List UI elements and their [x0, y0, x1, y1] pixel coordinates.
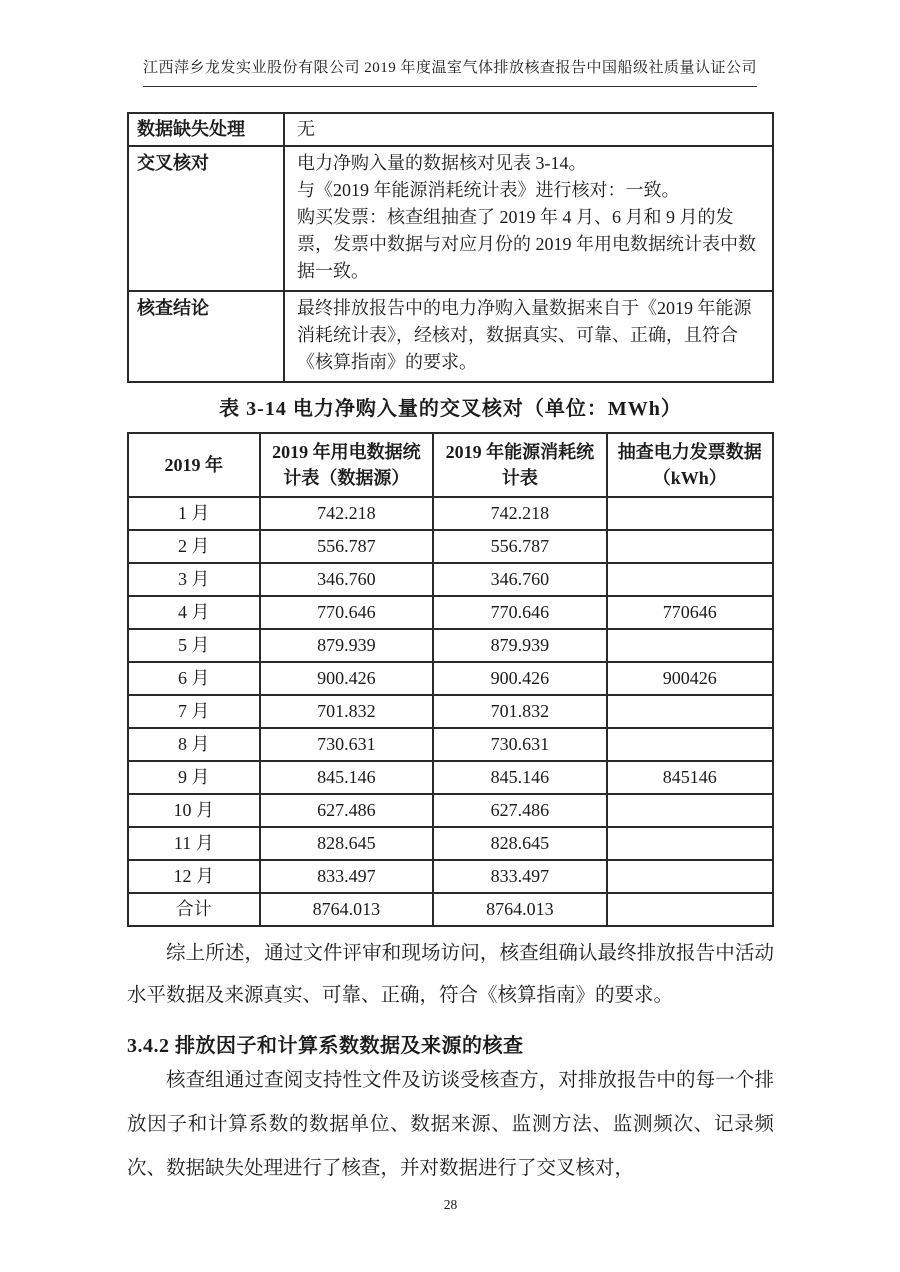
energy-data-cell: 556.787	[433, 530, 607, 563]
column-header: 2019 年用电数据统计表（数据源）	[260, 433, 434, 497]
invoice-data-cell	[607, 563, 773, 596]
invoice-data-cell	[607, 695, 773, 728]
value-line: 电力净购入量的数据核对见表 3-14。	[297, 153, 587, 173]
month-cell: 9 月	[128, 761, 260, 794]
power-data-cell: 742.218	[260, 497, 434, 530]
invoice-data-cell	[607, 497, 773, 530]
invoice-data-cell	[607, 629, 773, 662]
body-paragraph: 核查组通过查阅支持性文件及访谈受核查方，对排放报告中的每一个排放因子和计算系数的数据单位、数据来源、监测方法、监测频次、记录频次、数据缺失处理进行了核查，并对数据进行了交叉核对，	[127, 1070, 774, 1179]
verification-info-table	[127, 112, 774, 383]
page-number: 28	[443, 1197, 458, 1212]
power-data-cell: 556.787	[260, 530, 434, 563]
electricity-table-body	[128, 497, 773, 926]
power-data-cell: 627.486	[260, 794, 434, 827]
energy-data-cell: 8764.013	[433, 893, 607, 926]
value-line: 无	[297, 119, 315, 139]
table-row	[128, 860, 773, 893]
power-data-cell: 701.832	[260, 695, 434, 728]
energy-data-cell: 828.645	[433, 827, 607, 860]
invoice-data-cell	[607, 794, 773, 827]
power-data-cell: 346.760	[260, 563, 434, 596]
table-row	[128, 291, 773, 382]
summary-paragraph: 综上所述，通过文件评审和现场访问，核查组确认最终排放报告中活动水平数据及来源真实、可靠、正确，符合《核算指南》的要求。	[127, 943, 774, 1006]
table-row	[128, 146, 773, 291]
table-row	[128, 563, 773, 596]
invoice-data-cell	[607, 893, 773, 926]
row-label-data-missing: 数据缺失处理	[128, 113, 284, 146]
month-cell: 1 月	[128, 497, 260, 530]
month-cell: 6 月	[128, 662, 260, 695]
energy-data-cell: 900.426	[433, 662, 607, 695]
month-cell: 8 月	[128, 728, 260, 761]
month-cell: 4 月	[128, 596, 260, 629]
table-row	[128, 695, 773, 728]
table-row	[128, 497, 773, 530]
table-row	[128, 530, 773, 563]
invoice-data-cell	[607, 728, 773, 761]
page-content	[0, 112, 900, 1213]
power-data-cell: 879.939	[260, 629, 434, 662]
table-row	[128, 827, 773, 860]
table-header-row	[128, 433, 773, 497]
invoice-data-cell: 770646	[607, 596, 773, 629]
value-line: 最终排放报告中的电力净购入量数据来自于《2019 年能源消耗统计表》，经核对，数据真实、可靠、正确，且符合《核算指南》的要求。	[297, 298, 752, 372]
value-line: 与《2019 年能源消耗统计表》进行核对：一致。	[297, 180, 680, 200]
table-row	[128, 761, 773, 794]
invoice-data-cell: 845146	[607, 761, 773, 794]
energy-data-cell: 770.646	[433, 596, 607, 629]
month-cell: 3 月	[128, 563, 260, 596]
energy-data-cell: 845.146	[433, 761, 607, 794]
energy-data-cell: 701.832	[433, 695, 607, 728]
month-cell: 合计	[128, 893, 260, 926]
table-row	[128, 662, 773, 695]
month-cell: 10 月	[128, 794, 260, 827]
power-data-cell: 845.146	[260, 761, 434, 794]
table-row	[128, 596, 773, 629]
power-data-cell: 730.631	[260, 728, 434, 761]
table-caption: 表 3-14 电力净购入量的交叉核对（单位：MWh）	[219, 398, 682, 420]
energy-data-cell: 346.760	[433, 563, 607, 596]
row-value-cross-check	[284, 146, 773, 291]
invoice-data-cell: 900426	[607, 662, 773, 695]
table-row	[128, 893, 773, 926]
column-header: 抽查电力发票数据（kWh）	[607, 433, 773, 497]
power-data-cell: 8764.013	[260, 893, 434, 926]
energy-data-cell: 730.631	[433, 728, 607, 761]
power-data-cell: 770.646	[260, 596, 434, 629]
month-cell: 2 月	[128, 530, 260, 563]
page-header: 江西萍乡龙发实业股份有限公司 2019 年度温室气体排放核查报告中国船级社质量认证公司	[143, 56, 757, 87]
month-cell: 12 月	[128, 860, 260, 893]
row-label-conclusion: 核查结论	[128, 291, 284, 382]
row-label-cross-check: 交叉核对	[128, 146, 284, 291]
power-data-cell: 900.426	[260, 662, 434, 695]
table-row	[128, 629, 773, 662]
row-value-conclusion	[284, 291, 773, 382]
invoice-data-cell	[607, 530, 773, 563]
energy-data-cell: 742.218	[433, 497, 607, 530]
row-value-data-missing	[284, 113, 773, 146]
table-row	[128, 728, 773, 761]
column-header: 2019 年能源消耗统计表	[433, 433, 607, 497]
energy-data-cell: 879.939	[433, 629, 607, 662]
section-heading: 3.4.2 排放因子和计算系数数据及来源的核查	[127, 1035, 524, 1057]
invoice-data-cell	[607, 827, 773, 860]
column-header: 2019 年	[128, 433, 260, 497]
month-cell: 5 月	[128, 629, 260, 662]
invoice-data-cell	[607, 860, 773, 893]
value-line: 购买发票：核查组抽查了 2019 年 4 月、6 月和 9 月的发票，发票中数据与对应月份的 2019 年用电数据统计表中数据一致。	[297, 207, 756, 281]
power-data-cell: 828.645	[260, 827, 434, 860]
month-cell: 11 月	[128, 827, 260, 860]
table-row	[128, 794, 773, 827]
table-row	[128, 113, 773, 146]
electricity-cross-check-table	[127, 432, 774, 927]
energy-data-cell: 833.497	[433, 860, 607, 893]
month-cell: 7 月	[128, 695, 260, 728]
energy-data-cell: 627.486	[433, 794, 607, 827]
power-data-cell: 833.497	[260, 860, 434, 893]
